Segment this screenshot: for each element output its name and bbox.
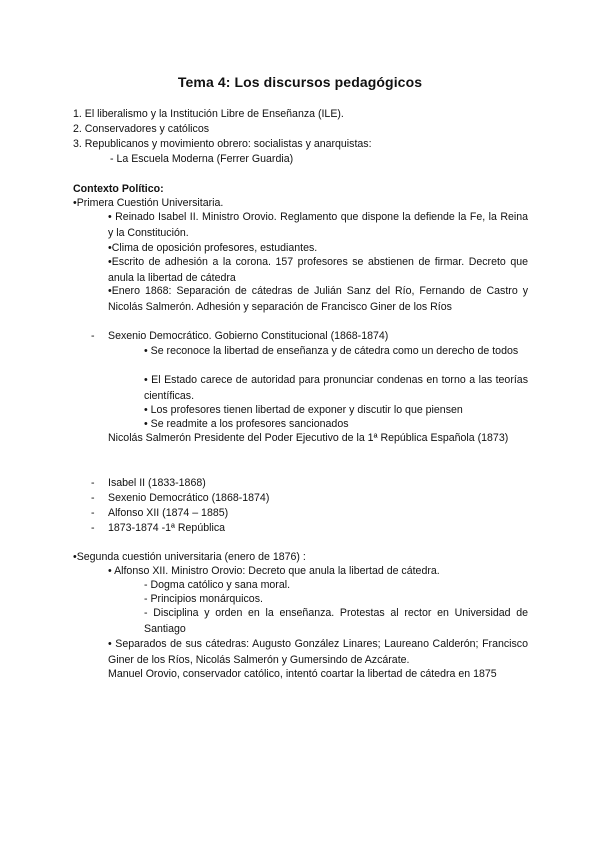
segunda-sub-3: - Disciplina y orden en la enseñanza. Protestas al rector en Universidad de Santiago [144,607,528,635]
orovio-note: Manuel Orovio, conservador católico, intentó coartar la libertad de cátedra en 1875 [108,668,497,680]
sexenio-dash: - [91,330,95,342]
salmeron-note: Nicolás Salmerón Presidente del Poder Ejecutivo de la 1ª República Española (1873) [108,432,509,444]
segunda-item: • Alfonso XII. Ministro Orovio: Decreto que anula la libertad de cátedra. [108,565,440,577]
timeline-dash-2: - [91,492,95,504]
timeline-dash-4: - [91,522,95,534]
timeline-item-4: 1873-1874 -1ª República [108,522,226,534]
segunda-sub-1: - Dogma católico y sana moral. [144,579,291,591]
timeline-item-3: Alfonso XII (1874 – 1885) [108,507,229,519]
sexenio-item-4: • Se readmite a los profesores sancionados [144,418,349,430]
segunda-sub-2: - Principios monárquicos. [144,593,263,605]
primera-cuestion: •Primera Cuestión Universitaria. [73,197,224,209]
timeline-item-1: Isabel II (1833-1868) [108,477,206,489]
timeline-dash-3: - [91,507,95,519]
sexenio-item-1: • Se reconoce la libertad de enseñanza y de cátedra como un derecho de todos [144,345,519,357]
timeline-dash-1: - [91,477,95,489]
segunda-cuestion: •Segunda cuestión universitaria (enero de 1876) : [73,551,306,563]
primera-item-2: •Clima de oposición profesores, estudiantes. [108,242,318,254]
separados-catedras: • Separados de sus cátedras: Augusto González Linares; Laureano Calderón; Francisco Giner de los Ríos, Nicolás Salmerón y Gumersindo de Azcárate. [108,638,528,666]
primera-item-1: • Reinado Isabel II. Ministro Orovio. Reglamento que dispone la defiende la Fe, la Reina y la Constitución. [108,211,528,239]
primera-item-4: •Enero 1868: Separación de cátedras de Julián Sanz del Río, Fernando de Castro y Nicolás Salmerón. Adhesión y separación de Francisco Giner de los Ríos [108,285,528,313]
outline-item-3-sub: - La Escuela Moderna (Ferrer Guardia) [110,153,294,165]
outline-item-3: 3. Republicanos y movimiento obrero: socialistas y anarquistas: [73,138,372,150]
section-heading-contexto: Contexto Político: [73,183,164,195]
timeline-item-2: Sexenio Democrático (1868-1874) [108,492,270,504]
primera-item-3: •Escrito de adhesión a la corona. 157 profesores se abstienen de firmar. Decreto que anula la libertad de cátedra [108,256,528,284]
sexenio-item-2: • El Estado carece de autoridad para pronunciar condenas en torno a las teorías científicas. [144,374,528,402]
outline-item-1: 1. El liberalismo y la Institución Libre de Enseñanza (ILE). [73,108,344,120]
sexenio-heading: Sexenio Democrático. Gobierno Constitucional (1868-1874) [108,330,389,342]
outline-item-2: 2. Conservadores y católicos [73,123,210,135]
page-title: Tema 4: Los discursos pedagógicos [177,74,423,90]
sexenio-item-3: • Los profesores tienen libertad de exponer y discutir lo que piensen [144,404,463,416]
